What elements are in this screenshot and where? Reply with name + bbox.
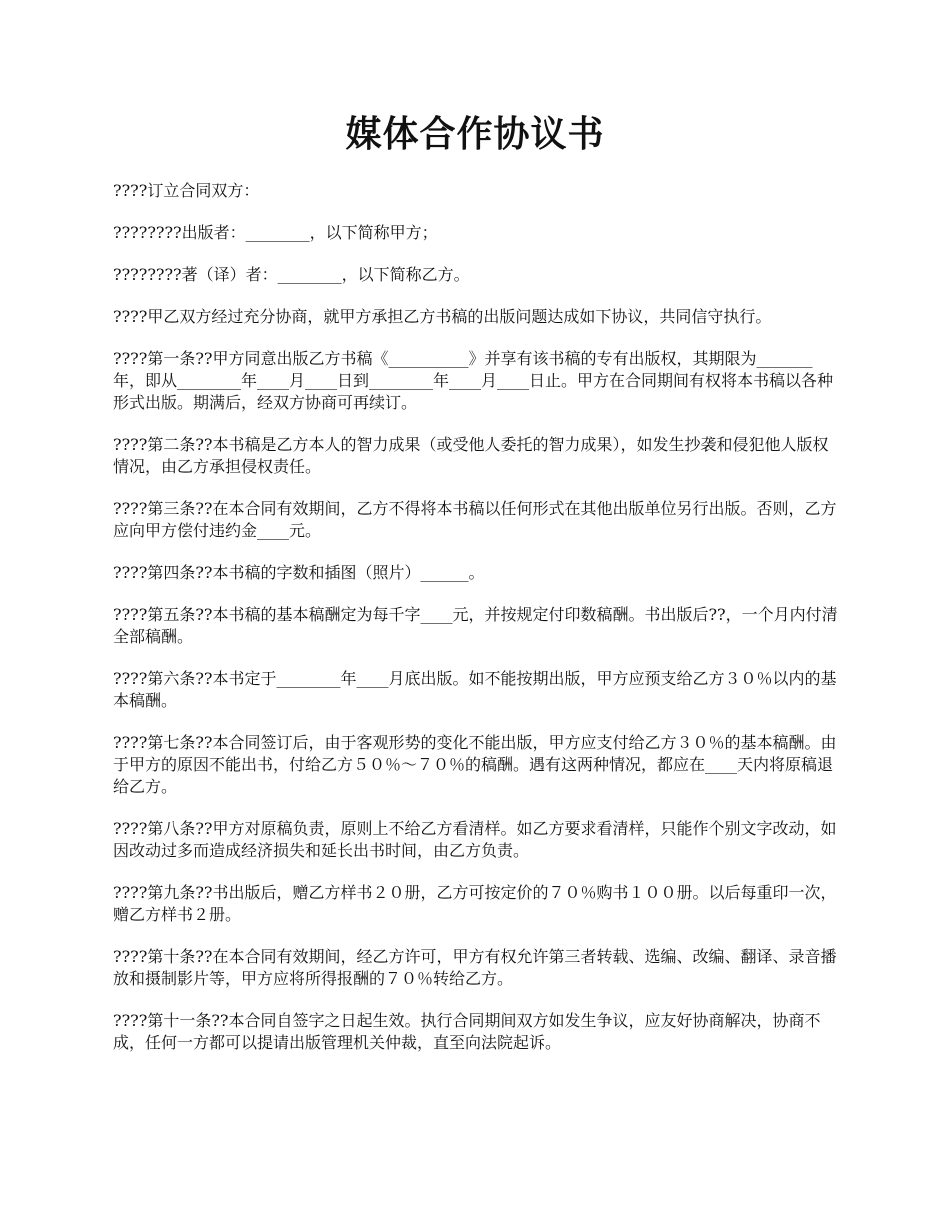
paragraph-article-1: ????第一条??甲方同意出版乙方书稿《__________》并享有该书稿的专有出版权，其期限为_______年，即从________年____月____日到________年____月____日止。甲方在合同期间有权将本书稿以各种形式出版。期满后，经双方协商可再续订。 [113, 349, 834, 412]
paragraph-article-8: ????第八条??甲方对原稿负责，原则上不给乙方看清样。如乙方要求看清样，只能作个别文字改动，如因改动过多而造成经济损失和延长出书时间，由乙方负责。 [113, 819, 837, 860]
paragraph-article-11: ????第十一条??本合同自签字之日起生效。执行合同期间双方如发生争议，应友好协商解决，协商不成，任何一方都可以提请出版管理机关仲裁，直至向法院起诉。 [113, 1011, 821, 1052]
paragraph-parties-heading: ????订立合同双方： [113, 181, 260, 200]
paragraph-publisher: ????????出版者：________，以下简称甲方； [113, 223, 438, 242]
paragraph-article-9: ????第九条??书出版后，赠乙方样书２０册，乙方可按定价的７０％购书１００册。以后每重印一次，赠乙方样书２册。 [113, 883, 837, 924]
paragraph-preamble: ????甲乙双方经过充分协商，就甲方承担乙方书稿的出版问题达成如下协议，共同信守执行。 [113, 307, 772, 326]
document-body [113, 180, 843, 1074]
paragraph-article-7: ????第七条??本合同签订后，由于客观形势的变化不能出版，甲方应支付给乙方３０％的基本稿酬。由于甲方的原因不能出书，付给乙方５０％～７０％的稿酬。遇有这两种情况，都应在____天内将原稿退给乙方。 [113, 733, 837, 796]
paragraph-article-10: ????第十条??在本合同有效期间，经乙方许可，甲方有权允许第三者转载、选编、改编、翻译、录音播放和摄制影片等，甲方应将所得报酬的７０％转给乙方。 [113, 947, 837, 988]
paragraph-article-5: ????第五条??本书稿的基本稿酬定为每千字____元，并按规定付印数稿酬。书出版后??，一个月内付清全部稿酬。 [113, 605, 838, 646]
paragraph-article-2: ????第二条??本书稿是乙方本人的智力成果（或受他人委托的智力成果），如发生抄袭和侵犯他人版权情况，由乙方承担侵权责任。 [113, 435, 829, 476]
paragraph-author: ????????著（译）者：________，以下简称乙方。 [113, 265, 470, 284]
document-title: 媒体合作协议书 [345, 114, 605, 155]
paragraph-article-6: ????第六条??本书定于________年____月底出版。如不能按期出版，甲方应预支给乙方３０％以内的基本稿酬。 [113, 669, 837, 710]
paragraph-article-4: ????第四条??本书稿的字数和插图（照片）______。 [113, 563, 485, 582]
paragraph-article-3: ????第三条??在本合同有效期间，乙方不得将本书稿以任何形式在其他出版单位另行出版。否则，乙方应向甲方偿付违约金____元。 [113, 499, 837, 540]
